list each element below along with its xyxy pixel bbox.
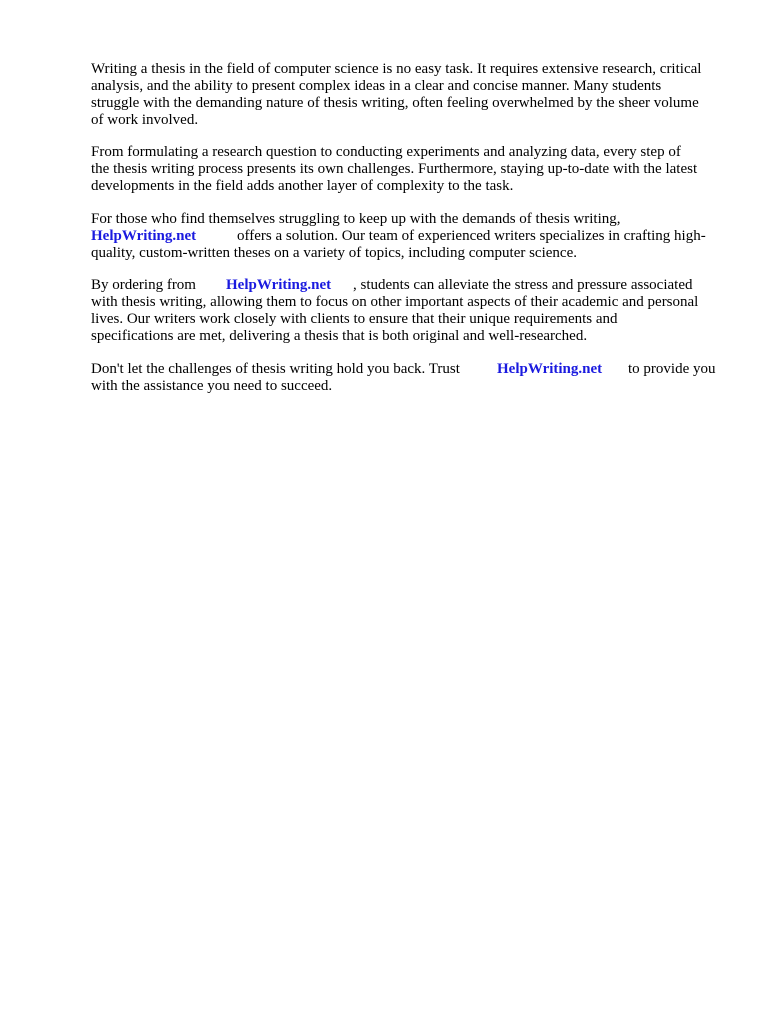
paragraph-1-line-1: Writing a thesis in the field of computer science is no easy task. It requires extensive research, critical (91, 61, 702, 77)
paragraph-2-line-2: the thesis writing process presents its own challenges. Furthermore, staying up-to-date with the latest (91, 161, 698, 177)
paragraph-4-line-2: with thesis writing, allowing them to focus on other important aspects of their academic and personal (91, 294, 699, 310)
paragraph-4-line-4: specifications are met, delivering a thesis that is both original and well-researched. (91, 328, 588, 344)
paragraph-4-line-3: lives. Our writers work closely with clients to ensure that their unique requirements and (91, 311, 618, 327)
paragraph-4-line-1-start: By ordering from (91, 277, 196, 293)
paragraph-1-line-4: of work involved. (91, 112, 199, 128)
paragraph-2-line-1: From formulating a research question to conducting experiments and analyzing data, every step of (91, 144, 681, 160)
helpwriting-link-3[interactable]: HelpWriting.net (497, 361, 603, 377)
paragraph-5-line-2: with the assistance you need to succeed. (91, 378, 333, 394)
paragraph-5-line-1-end: to provide you (628, 361, 716, 377)
paragraph-5-line-1-start: Don't let the challenges of thesis writing hold you back. Trust (91, 361, 460, 377)
paragraph-3-line-2: offers a solution. Our team of experienced writers specializes in crafting high- (237, 228, 706, 244)
paragraph-2-line-3: developments in the field adds another layer of complexity to the task. (91, 178, 514, 194)
paragraph-1-line-3: struggle with the demanding nature of thesis writing, often feeling overwhelmed by the sheer volume (91, 95, 699, 111)
paragraph-3-line-1: For those who find themselves struggling to keep up with the demands of thesis writing, (91, 211, 621, 227)
paragraph-1-line-2: analysis, and the ability to present complex ideas in a clear and concise manner. Many students (91, 78, 662, 94)
helpwriting-link-2[interactable]: HelpWriting.net (226, 277, 332, 293)
helpwriting-link-1[interactable]: HelpWriting.net (91, 228, 197, 244)
paragraph-4-line-1-end: , students can alleviate the stress and pressure associated (353, 277, 693, 293)
paragraph-3-line-3: quality, custom-written theses on a variety of topics, including computer science. (91, 245, 577, 261)
